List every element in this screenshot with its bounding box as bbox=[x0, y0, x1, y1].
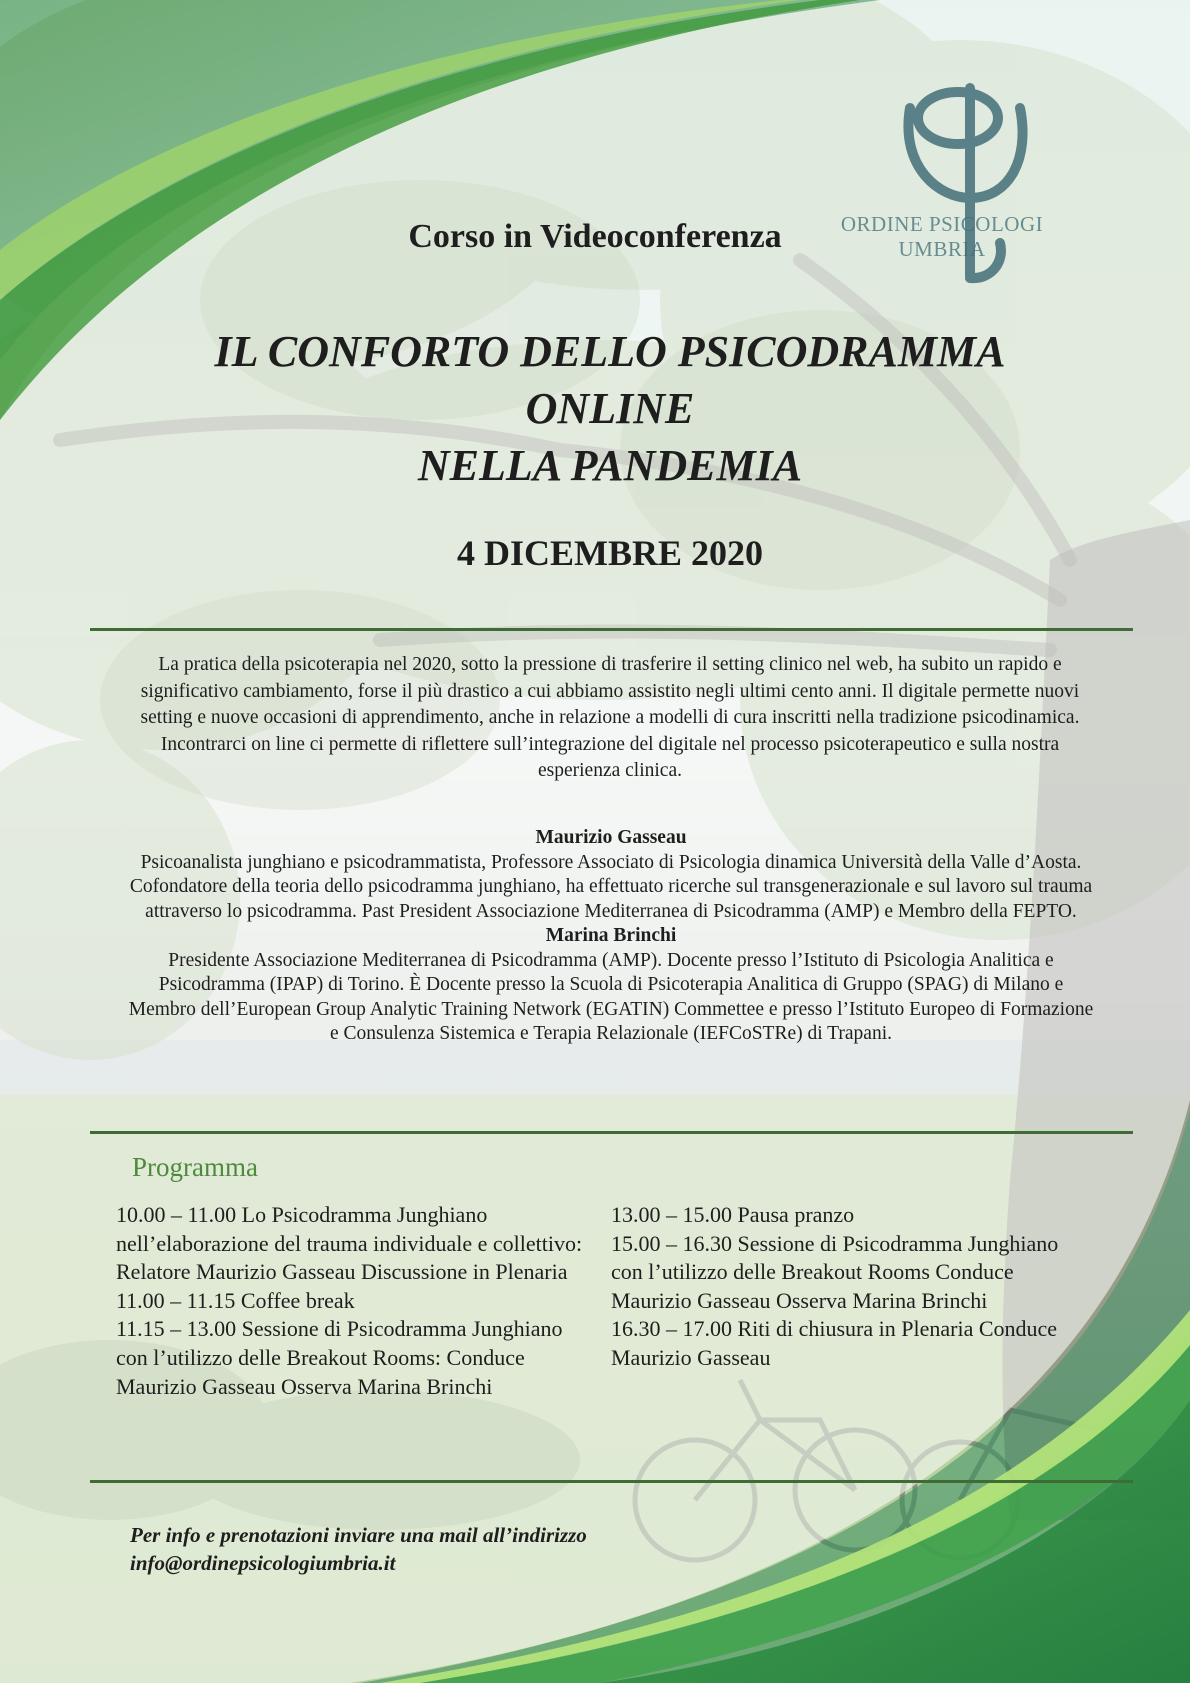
divider bbox=[90, 1131, 1133, 1134]
program-column-left bbox=[116, 1201, 596, 1401]
speaker-bio: Psicoanalista junghiano e psicodrammatista, Professore Associato di Psicologia dinamica Università della Valle d’Aosta. Cofondatore della teoria dello psicodramma junghiano, ha effettuato ricerche sul transgenerazionale e sul lavoro sul trauma attraverso lo psicodramma. Past President Associazione Mediterranea di Psicodramma (AMP) e Membro della FEPTO. bbox=[129, 851, 1093, 922]
program-item: 16.30 – 17.00 Riti di chiusura in Plenaria Conduce Maurizio Gasseau bbox=[611, 1316, 1058, 1370]
intro-paragraph: La pratica della psicoterapia nel 2020, sotto la pressione di trasferire il setting clinico nel web, ha subito un rapido e significativo cambiamento, forse il più drastico a cui abbiamo assistito negli ultimi cento anni. Il digitale permette nuovi setting e nuove occasioni di apprendimento, anche in relazione a modelli di cura inscritti nella tradizione psicodinamica. Incontrarci on line ci permette di riflettere sull’integrazione del digitale nel processo psicoterapeutico e sulla nostra esperienza clinica. bbox=[140, 654, 1080, 781]
program-column-right bbox=[611, 1201, 1091, 1373]
contact-info bbox=[130, 1521, 587, 1577]
speaker-bio: Presidente Associazione Mediterranea di Psicodramma (AMP). Docente presso l’Istituto di Psicologia Analitica e Psicodramma (IPAP) di Torino. È Docente presso la Scuola di Psicoterapia Analitica di Gruppo (SPAG) di Milano e Membro dell’European Group Analytic Training Network (EGATIN) Commettee e presso l’Istituto Europeo di Formazione e Consulenza Sistemica e Terapia Relazionale (IEFCoSTRe) di Trapani. bbox=[128, 949, 1094, 1044]
program-item: 11.00 – 11.15 Coffee break bbox=[116, 1287, 355, 1313]
program-item: 11.15 – 13.00 Sessione di Psicodramma Junghiano con l’utilizzo delle Breakout Rooms: Conduce Maurizio Gasseau Osserva Marina Brinchi bbox=[116, 1316, 563, 1399]
program-item: 15.00 – 16.30 Sessione di Psicodramma Junghiano con l’utilizzo delle Breakout Rooms Conduce Maurizio Gasseau Osserva Marina Brinchi bbox=[611, 1230, 1059, 1313]
divider bbox=[90, 628, 1133, 631]
course-type: Corso in Videoconferenza bbox=[408, 218, 782, 255]
event-date: 4 DICEMBRE 2020 bbox=[456, 533, 764, 573]
event-title bbox=[0, 323, 1190, 494]
divider bbox=[90, 1480, 1133, 1483]
title-line: IL CONFORTO DELLO PSICODRAMMA bbox=[214, 327, 1006, 376]
logo-text: ORDINE PSICOLOGI UMBRIA bbox=[840, 212, 1044, 261]
speaker-name: Marina Brinchi bbox=[545, 925, 677, 946]
contact-text: Per info e prenotazioni inviare una mail all’indirizzo bbox=[130, 1523, 587, 1547]
title-line: ONLINE bbox=[525, 384, 695, 433]
program-item: 10.00 – 11.00 Lo Psicodramma Junghiano nell’elaborazione del trauma individuale e collettivo: Relatore Maurizio Gasseau Discussione in Plenaria bbox=[116, 1202, 583, 1285]
speaker-bios bbox=[128, 826, 1094, 1047]
program-title: Programma bbox=[132, 1152, 258, 1182]
title-line: NELLA PANDEMIA bbox=[417, 441, 803, 490]
speaker-name: Maurizio Gasseau bbox=[535, 827, 687, 848]
contact-email[interactable]: info@ordinepsicologiumbria.it bbox=[130, 1551, 396, 1575]
program-item: 13.00 – 15.00 Pausa pranzo bbox=[611, 1202, 855, 1227]
